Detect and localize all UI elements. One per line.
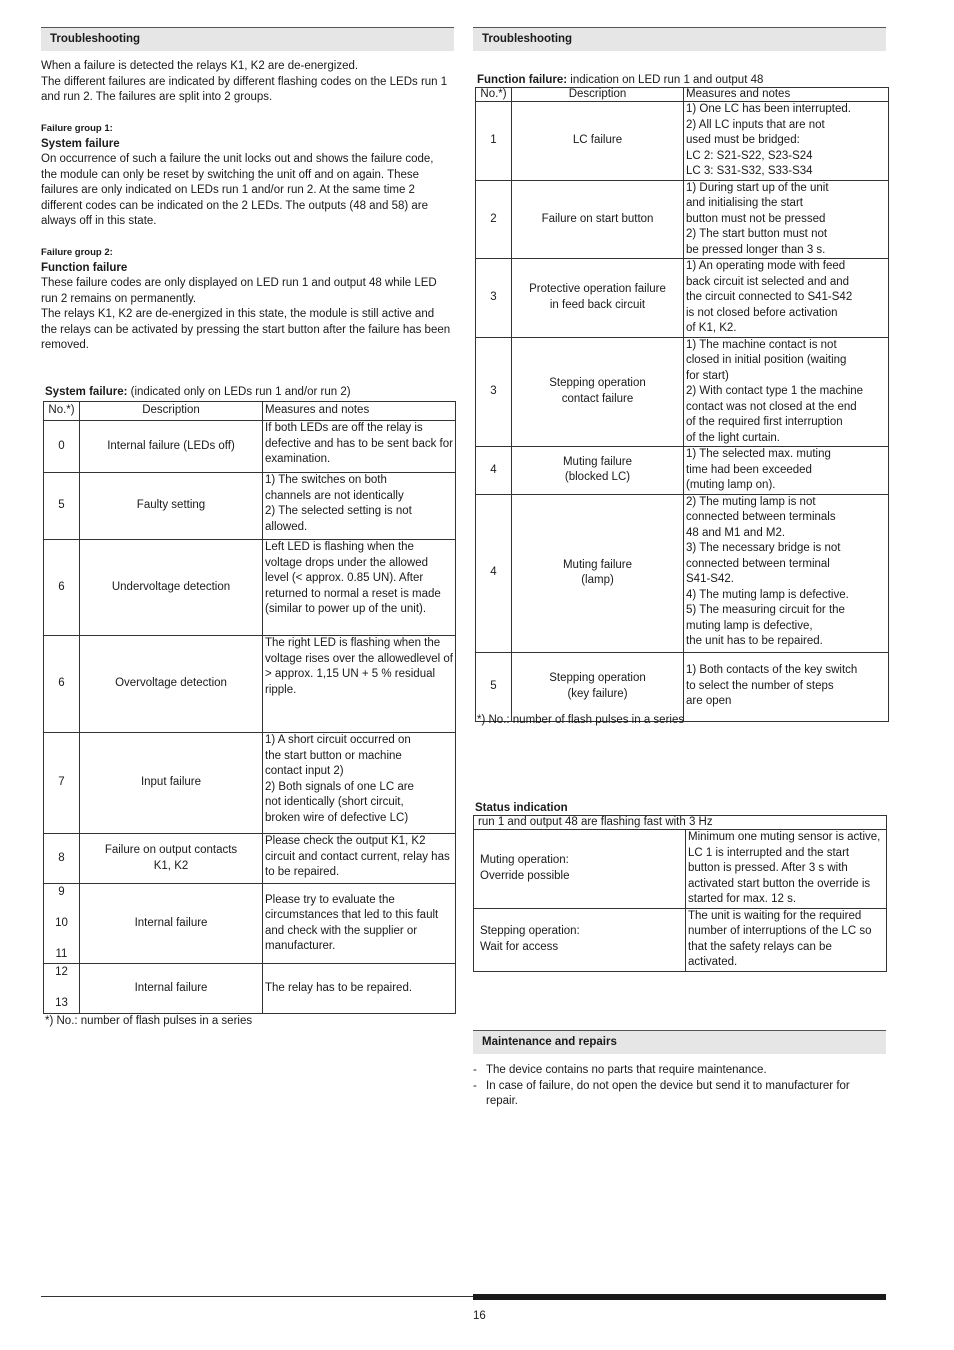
failure-group-1-label: Failure group 1: [41,123,113,134]
list-item [473,1063,883,1079]
row-no: 3 [476,337,512,447]
row-description: Internal failure [80,884,263,964]
header-no: No.*) [476,88,512,102]
row-no: 5 [44,473,80,540]
right-section-title: Troubleshooting [473,28,886,51]
row-description: Stepping operation (key failure) [512,652,684,721]
list-dash: - [473,1064,477,1076]
row-description: LC failure [512,102,684,181]
header-measures: Measures and notes [684,88,889,102]
table-row [44,636,456,733]
table-row [476,259,889,338]
row-notes: 1) Both contacts of the key switch to select the number of steps are open [684,652,889,721]
row-description: Protective operation failure in feed back circuit [512,259,684,338]
caption-bold: Function failure: [477,74,568,86]
row-description: Failure on start button [512,180,684,259]
status-mode: Stepping operation: Wait for access [474,908,686,971]
row-notes: The relay has to be repaired. [263,964,456,1014]
header-no: No.*) [44,402,80,421]
right-footnote: *) No.: number of flash pulses in a series [477,714,685,726]
maintenance-title: Maintenance and repairs [473,1031,886,1054]
table-row [476,180,889,259]
row-no: 2 [476,180,512,259]
row-description: Stepping operation contact failure [512,337,684,447]
row-no: 6 [44,540,80,636]
failure-group-2-title: Function failure [41,262,128,274]
table-row [476,337,889,447]
row-notes: Left LED is flashing when the voltage drops under the allowed level (< approx. 0.85 UN). After returned to normal a reset is made (similar to power up of the unit). [263,540,456,636]
caption-rest: indication on LED run 1 and output 48 [567,74,764,86]
status-indication-table [473,815,887,972]
function-failure-caption [477,73,763,87]
row-no: 7 [44,733,80,834]
row-no: 0 [44,421,80,473]
status-notes: The unit is waiting for the required number of interruptions of the LC so that the safety relays can be activated. [686,908,887,971]
row-notes: Please try to evaluate the circumstances that led to this fault and check with the supplier or manufacturer. [263,884,456,964]
table-header-row [44,402,456,421]
table-row [44,421,456,473]
row-notes: 1) An operating mode with feed back circuit ist selected and and the circuit connected to S41-S42 is not closed before activation of K1, K2. [684,259,889,338]
table-row [44,964,456,1014]
row-notes: 2) The muting lamp is not connected between terminals 48 and M1 and M2. 3) The necessary bridge is not connected between terminal S41-S42. 4) The muting lamp is defective. 5) The measuring circuit for the muting lamp is defective, the unit has to be repaired. [684,494,889,652]
table-row [44,834,456,884]
caption-rest: (indicated only on LEDs run 1 and/or run 2) [127,386,351,398]
row-description: Muting failure (blocked LC) [512,447,684,495]
row-no: 6 [44,636,80,733]
system-failure-table [43,401,456,1014]
left-section-title: Troubleshooting [41,28,454,51]
table-row [44,733,456,834]
failure-group-1-text: On occurrence of such a failure the unit locks out and shows the failure code, the module can only be reset by switching the unit off and on again. These failures are only indicated on LEDs run 1 and/or run 2. At the same time 2 different codes can be indicated on the 2 LEDs. The outputs (48 and 58) are always off in this state. [41,153,434,227]
status-header-row [474,816,887,830]
status-indication-title: Status indication [475,802,568,814]
row-notes: 1) The selected max. muting time had been exceeded (muting lamp on). [684,447,889,495]
caption-bold: System failure: [45,386,128,398]
row-description: Muting failure (lamp) [512,494,684,652]
failure-group-1-title: System failure [41,138,120,150]
list-item-text: In case of failure, do not open the device but send it to manufacturer for repair. [486,1079,850,1107]
status-header: run 1 and output 48 are flashing fast with 3 Hz [474,816,887,830]
row-no: 5 [476,652,512,721]
row-notes: The right LED is flashing when the voltage rises over the allowedlevel of > approx. 1,15 UN + 5 % residual ripple. [263,636,456,733]
row-no: 8 [44,834,80,884]
row-no: 4 [476,447,512,495]
header-measures: Measures and notes [263,402,456,421]
system-failure-caption [45,385,351,399]
function-failure-table [475,87,889,722]
row-notes: 1) A short circuit occurred on the start button or machine contact input 2) 2) Both signals of one LC are not identically (short circuit, broken wire of defective LC) [263,733,456,834]
status-notes: Minimum one muting sensor is active, LC 1 is interrupted and the start button is pressed. After 3 s with activated start button the override is started for max. 12 s. [686,830,887,909]
table-row [476,102,889,181]
table-row [44,540,456,636]
maintenance-list [473,1063,883,1110]
list-item-text: The device contains no parts that require maintenance. [486,1064,767,1076]
row-description: Internal failure [80,964,263,1014]
table-row [476,447,889,495]
table-row [474,908,887,971]
left-intro: When a failure is detected the relays K1, K2 are de-energized. The different failures are indicated by different flashing codes on the LEDs run 1 and run 2. The failures are split into 2 groups. [41,60,448,103]
status-mode: Muting operation: Override possible [474,830,686,909]
table-row [474,830,887,909]
row-description: Input failure [80,733,263,834]
list-dash: - [473,1079,477,1092]
failure-group-2-label: Failure group 2: [41,247,113,258]
row-description: Overvoltage detection [80,636,263,733]
row-no: 4 [476,494,512,652]
header-description: Description [512,88,684,102]
row-description: Failure on output contacts K1, K2 [80,834,263,884]
row-notes: 1) The machine contact is not closed in initial position (waiting for start) 2) With contact type 1 the machine contact was not closed at the end of the required first interruption of the light curtain. [684,337,889,447]
row-no: 9 10 11 [44,884,80,964]
table-row [476,494,889,652]
table-header-row [476,88,889,102]
row-notes: If both LEDs are off the relay is defective and has to be sent back for examination. [263,421,456,473]
row-no: 1 [476,102,512,181]
row-description: Faulty setting [80,473,263,540]
header-description: Description [80,402,263,421]
table-row [44,473,456,540]
row-notes: Please check the output K1, K2 circuit and contact current, relay has to be repaired. [263,834,456,884]
table-row [44,884,456,964]
footer-bar [473,1294,886,1300]
page-number: 16 [473,1310,486,1322]
failure-group-2-text: These failure codes are only displayed on LED run 1 and output 48 while LED run 2 remains on permanently. The relays K1, K2 are de-energized in this state, the module is still active and the relays can be activated by pressing the start button after the failure has been removed. [41,277,451,351]
left-footnote: *) No.: number of flash pulses in a series [45,1015,253,1027]
row-description: Undervoltage detection [80,540,263,636]
row-notes: 1) During start up of the unit and initialising the start button must not be pressed 2) The start button must not be pressed longer than 3 s. [684,180,889,259]
list-item [473,1079,883,1110]
row-no: 12 13 [44,964,80,1014]
row-no: 3 [476,259,512,338]
row-description: Internal failure (LEDs off) [80,421,263,473]
row-notes: 1) One LC has been interrupted. 2) All LC inputs that are not used must be bridged: LC 2: S21-S22, S23-S24 LC 3: S31-S32, S33-S34 [684,102,889,181]
table-row [476,652,889,721]
row-notes: 1) The switches on both channels are not identically 2) The selected setting is not allowed. [263,473,456,540]
footer-rule [41,1296,473,1297]
